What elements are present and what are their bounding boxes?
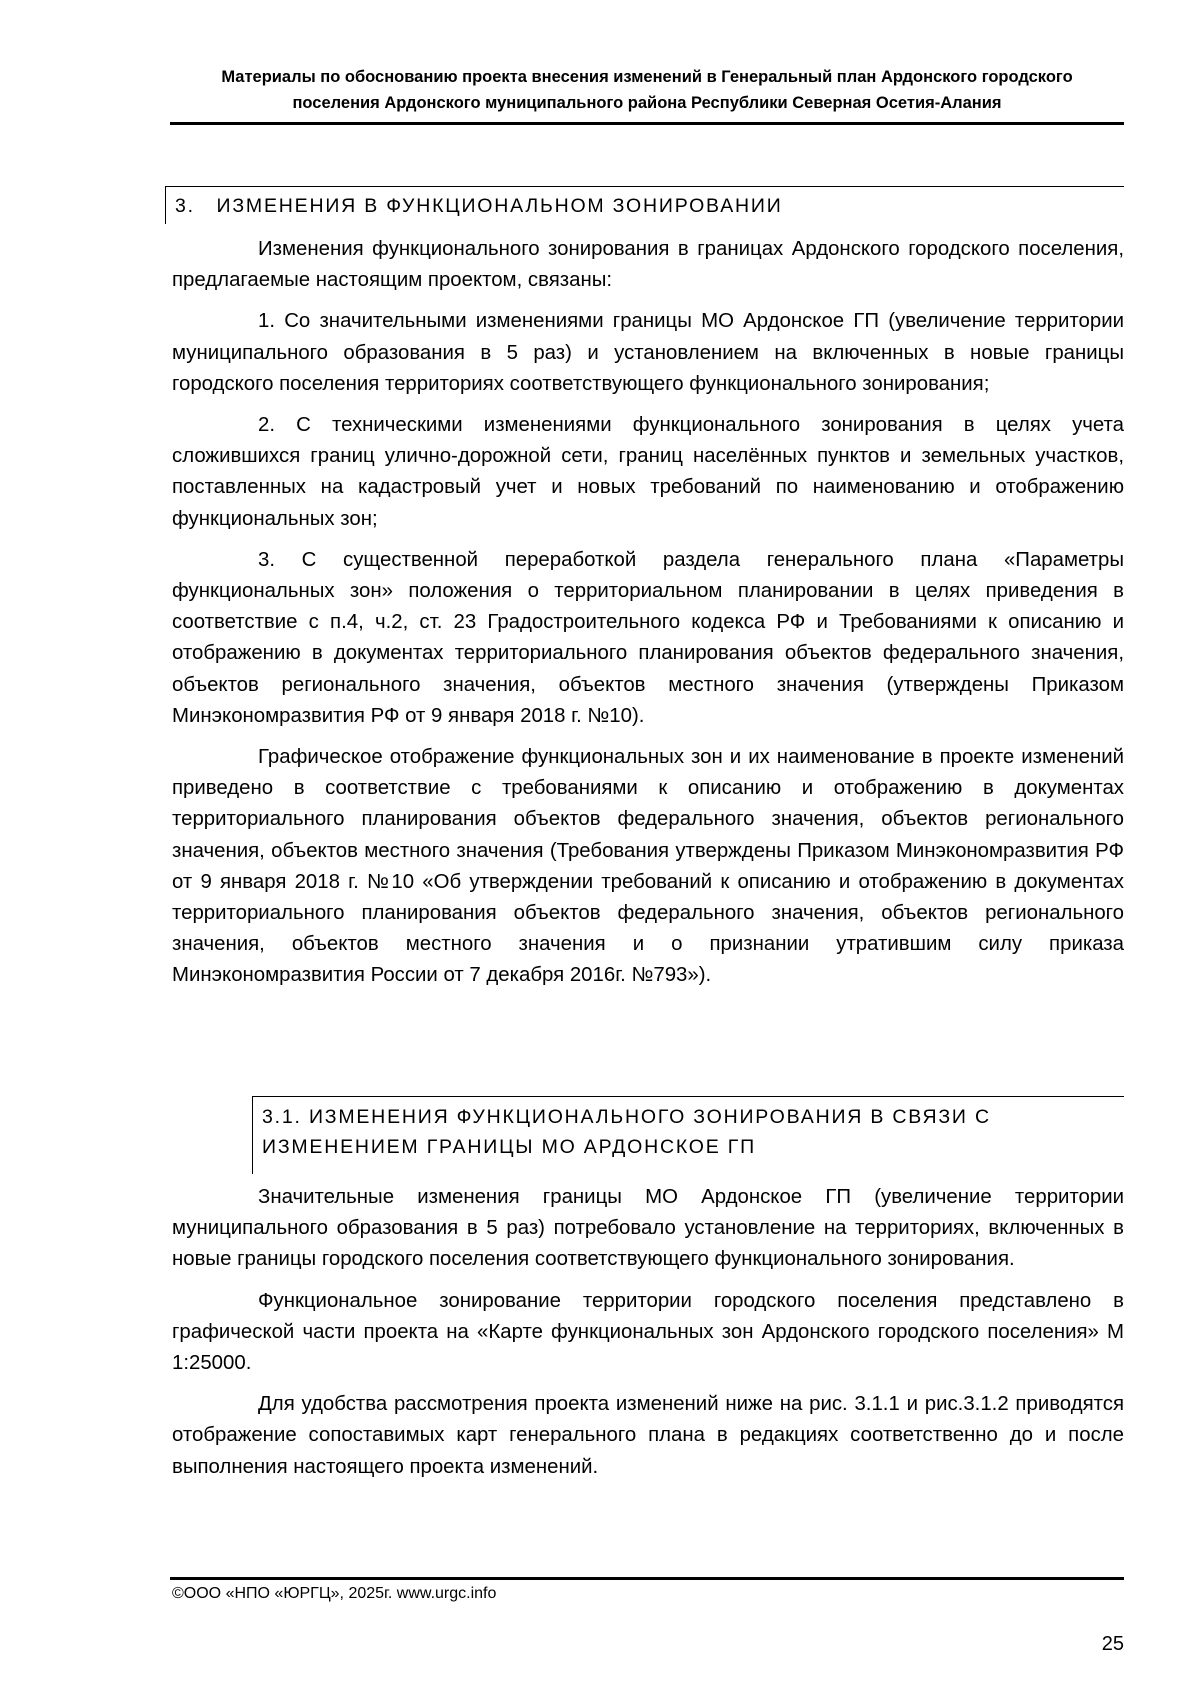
footer-divider <box>170 1577 1124 1580</box>
paragraph: Функциональное зонирование территории городского поселения представлено в графической части проекта на «Карте функциональных зон Ардонского городского поселения» М 1:25000. <box>172 1289 1124 1375</box>
section-3-1-heading <box>252 1096 1124 1174</box>
header-line-2: поселения Ардонского муниципального района Республики Северная Осетия-Алания <box>292 94 1002 112</box>
document-header <box>170 64 1124 116</box>
section-3-1-body <box>172 1182 1124 1493</box>
paragraph: 1. Со значительными изменениями границы МО Ардонское ГП (увеличение территории муниципального образования в 5 раз) и установлением на включенных в новые границы городского поселения территориях соответствующего функционального зонирования; <box>172 310 1124 395</box>
header-divider <box>170 122 1124 125</box>
section-3-1-heading-line-1: 3.1. ИЗМЕНЕНИЯ ФУНКЦИОНАЛЬНОГО ЗОНИРОВАНИЯ В СВЯЗИ С <box>262 1106 991 1128</box>
footer-copyright: ©ООО «НПО «ЮРГЦ», 2025г. www.urgc.info <box>172 1585 497 1602</box>
paragraph: Для удобства рассмотрения проекта изменений ниже на рис. 3.1.1 и рис.3.1.2 приводятся отображение сопоставимых карт генерального плана в редакциях соответственно до и после выполнения настоящего проекта изменений. <box>172 1393 1124 1478</box>
section-3-1-heading-line-2: ИЗМЕНЕНИЕМ ГРАНИЦЫ МО АРДОНСКОЕ ГП <box>262 1136 756 1158</box>
paragraph: Изменения функционального зонирования в границах Ардонского городского поселения, предлагаемые настоящим проектом, связаны: <box>172 238 1124 292</box>
header-line-1: Материалы по обоснованию проекта внесения изменений в Генеральный план Ардонского городского <box>221 68 1073 86</box>
paragraph: Значительные изменения границы МО Ардонское ГП (увеличение территории муниципального образования в 5 раз) потребовало установление на территориях, включенных в новые границы городского поселения соответствующего функционального зонирования. <box>172 1186 1124 1271</box>
section-3-heading <box>165 186 1124 224</box>
paragraph: Графическое отображение функциональных зон и их наименование в проекте изменений приведено в соответствие с требованиями к описанию и отображению в документах территориального планирования объектов федерального значения, объектов регионального значения, объектов местного значения (Требования утверждены Приказом Минэкономразвития РФ от 9 января 2018 г. №10 «Об утверждении требований к описанию и отображению в документах территориального планирования объектов федерального значения, объектов регионального значения, объектов местного значения и о признании утратившим силу приказа Минэкономразвития России от 7 декабря 2016г. №793»). <box>172 746 1124 987</box>
paragraph: 2. С техническими изменениями функционального зонирования в целях учета сложившихся границ улично-дорожной сети, границ населённых пунктов и земельных участков, поставленных на кадастровый учет и новых требований по наименованию и отображению функциональных зон; <box>172 414 1124 530</box>
page-number: 25 <box>1101 1633 1124 1655</box>
section-3-body <box>172 234 1124 1002</box>
section-3-heading-text: 3. ИЗМЕНЕНИЯ В ФУНКЦИОНАЛЬНОМ ЗОНИРОВАНИИ <box>175 195 783 217</box>
paragraph: 3. С существенной переработкой раздела генерального плана «Параметры функциональных зон» положения о территориальном планировании в целях приведения в соответствие с п.4, ч.2, ст. 23 Градостроительного кодекса РФ и Требованиями к описанию и отображению в документах территориального планирования объектов федерального значения, объектов регионального значения, объектов местного значения (утверждены Приказом Минэкономразвития РФ от 9 января 2018 г. №10). <box>172 548 1124 727</box>
